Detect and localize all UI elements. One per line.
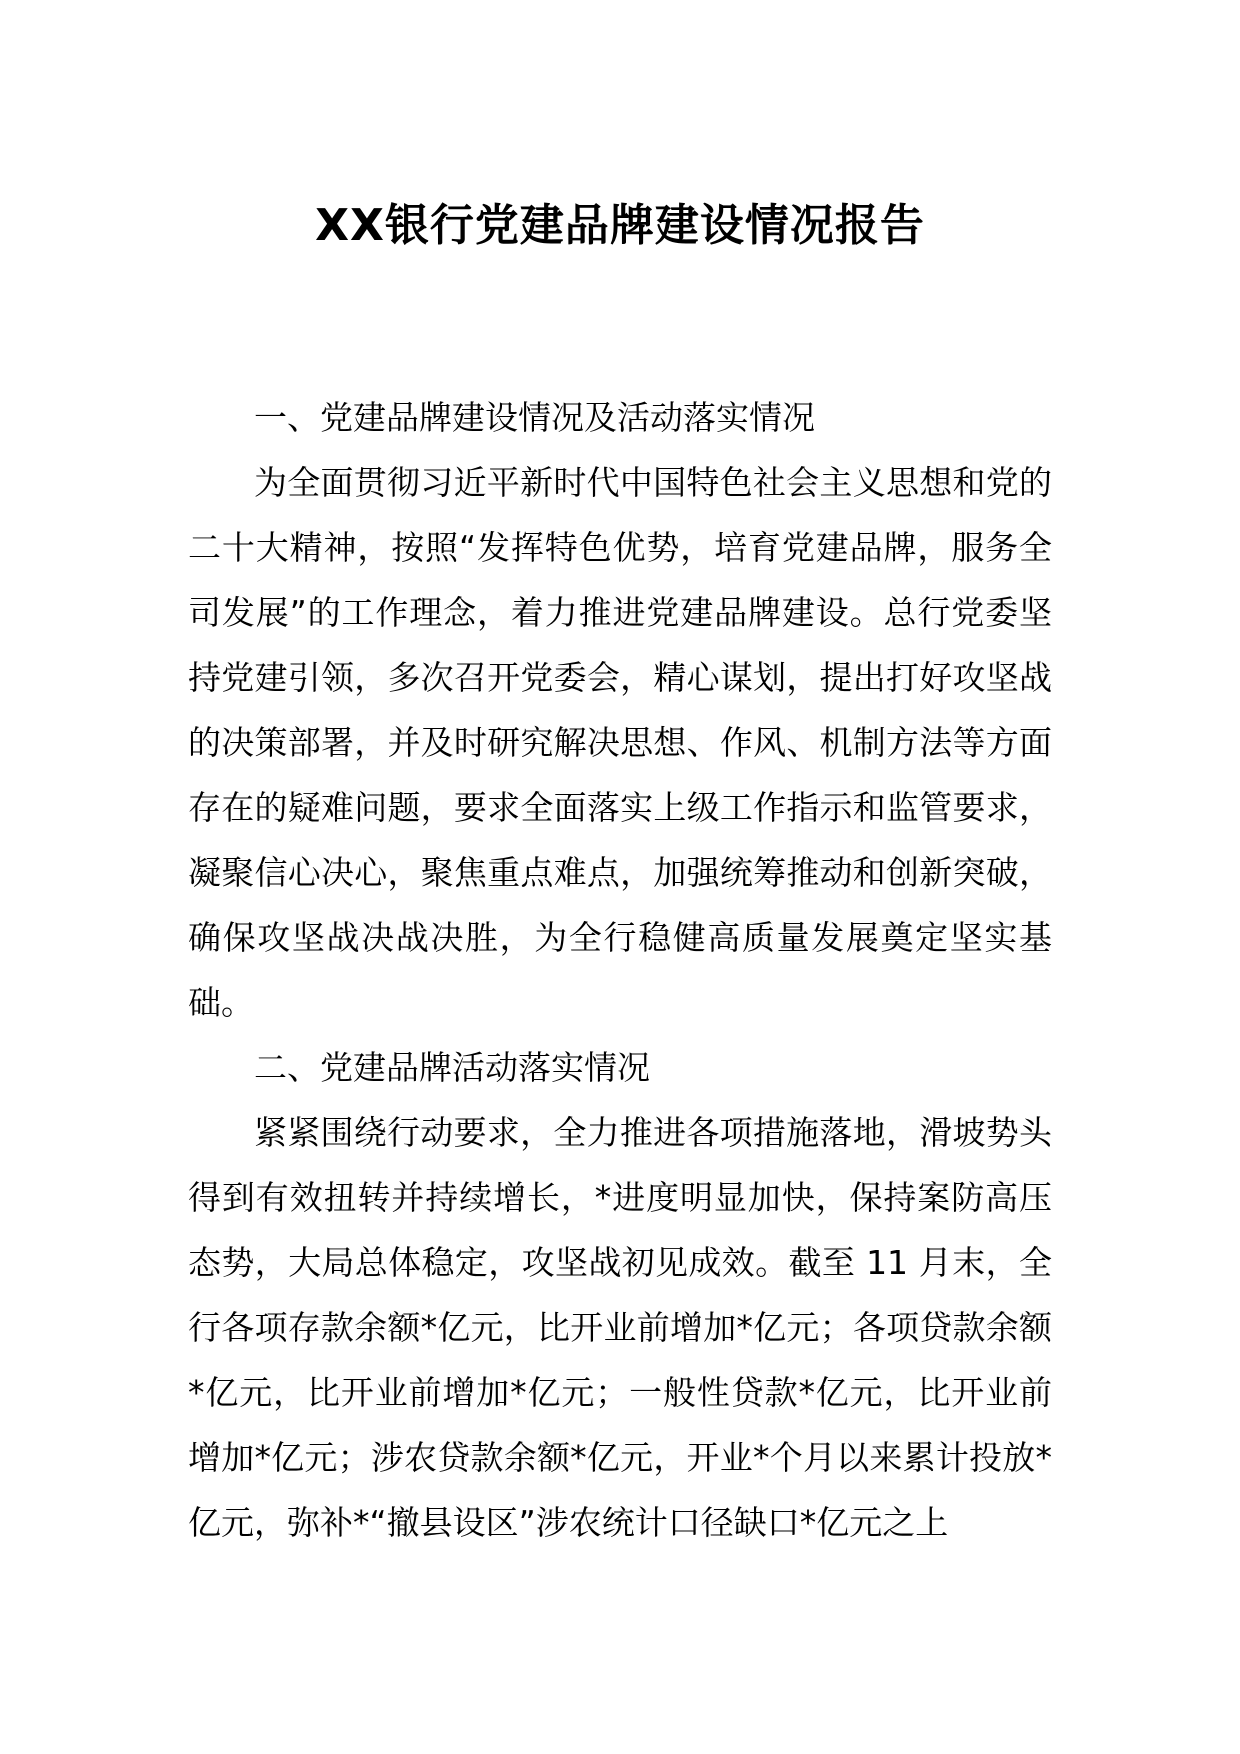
section-heading-2: 二、党建品牌活动落实情况 (254, 1048, 650, 1087)
section-paragraph-2: 紧紧围绕行动要求，全力推进各项措施落地，滑坡势头得到有效扭转并持续增长，*进度明显加快，保持案防高压态势，大局总体稳定，攻坚战初见成效。截至 11 月末，全行各项存款余额*亿元，比开业前增加*亿元；各项贷款余额*亿元，比开业前增加*亿元；一般性贷款*亿元，比开业前增加*亿元；涉农贷款余额*亿元，开业*个月以来累计投放*亿元，弥补*“撤县设区”涉农统计口径缺口*亿元之上 (188, 1113, 1052, 1542)
section-heading-1: 一、党建品牌建设情况及活动落实情况 (254, 398, 815, 437)
document-body (188, 385, 1052, 1555)
section-paragraph-1: 为全面贯彻习近平新时代中国特色社会主义思想和党的二十大精神，按照“发挥特色优势，培育党建品牌，服务全司发展”的工作理念，着力推进党建品牌建设。总行党委坚持党建引领，多次召开党委会，精心谋划，提出打好攻坚战的决策部署，并及时研究解决思想、作风、机制方法等方面存在的疑难问题，要求全面落实上级工作指示和监管要求，凝聚信心决心，聚焦重点难点，加强统筹推动和创新突破，确保攻坚战决战决胜，为全行稳健高质量发展奠定坚实基础。 (188, 463, 1052, 1022)
document-title: XX银行党建品牌建设情况报告 (315, 200, 925, 251)
